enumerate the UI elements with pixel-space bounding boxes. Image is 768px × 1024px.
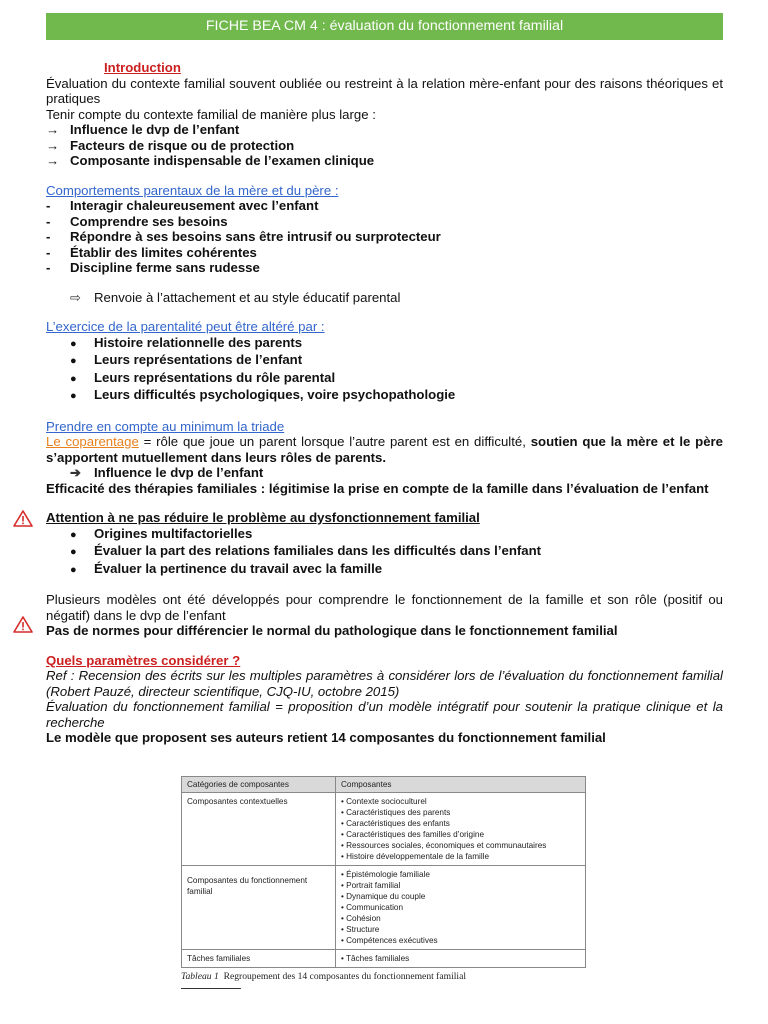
caption-rule	[181, 988, 241, 989]
table-category-cell: Tâches familiales	[182, 950, 336, 968]
intro-paragraph-2: Tenir compte du contexte familial de manière plus large :	[46, 106, 376, 122]
table-components-cell	[336, 793, 586, 866]
component-item: • Ressources sociales, économiques et communautaires	[341, 841, 547, 850]
parents-note: ⇨ Renvoie à l’attachement et au style éducatif parental	[70, 289, 401, 305]
exercise-item: ● Leurs difficultés psychologiques, voire psychopathologie	[46, 387, 723, 405]
arrow-right-icon: →	[46, 122, 60, 137]
parents-item: - Établir des limites cohérentes	[46, 244, 257, 260]
bullet-icon: ●	[70, 563, 77, 576]
arrow-right-icon: →	[46, 153, 60, 168]
bullet-icon: ●	[70, 355, 77, 367]
component-item: • Tâches familiales	[341, 954, 410, 963]
arrow-right-icon: ➔	[70, 465, 82, 480]
hollow-arrow-right-icon: ⇨	[70, 289, 82, 305]
document-title-banner: FICHE BEA CM 4 : évaluation du fonctionnement familial	[46, 13, 723, 40]
component-item: • Cohésion	[341, 914, 381, 923]
component-item: • Caractéristiques des familles d’origine	[341, 830, 485, 839]
params-evaluation: Évaluation du fonctionnement familial = proposition d’un modèle intégratif pour soutenir la pratique clinique et la recherche	[46, 699, 723, 730]
table-components-cell	[336, 866, 586, 950]
component-item: • Communication	[341, 903, 404, 912]
attention-item: ● Évaluer la pertinence du travail avec la famille	[46, 561, 723, 579]
components-table	[181, 776, 586, 968]
attention-item: ● Évaluer la part des relations familiales dans les difficultés dans l’enfant	[46, 543, 723, 561]
table-row	[182, 950, 586, 968]
bullet-icon: ●	[70, 546, 77, 558]
table-header-cell: Composantes	[336, 777, 586, 793]
exercise-item: ● Leurs représentations du rôle parental	[46, 370, 723, 388]
norms-warning: Pas de normes pour différencier le normal du pathologique dans le fonctionnement familial	[46, 623, 618, 638]
table-row	[182, 866, 586, 950]
component-item: • Histoire développementale de la famille	[341, 852, 490, 861]
bullet-icon: ●	[70, 372, 77, 385]
warning-icon	[13, 510, 33, 527]
exercise-heading: L’exercice de la parentalité peut être altéré par :	[46, 319, 325, 334]
parents-item: - Discipline ferme sans rudesse	[46, 260, 260, 275]
component-item: • Compétences exécutives	[341, 936, 438, 945]
attention-heading: Attention à ne pas réduire le problème au dysfonctionnement familial	[46, 510, 480, 525]
component-item: • Contexte socioculturel	[341, 797, 427, 806]
table-caption: Tableau 1 Regroupement des 14 composantes du fonctionnement familial	[181, 971, 467, 982]
triad-heading: Prendre en compte au minimum la triade	[46, 418, 285, 434]
intro-item: → Influence le dvp de l’enfant	[46, 122, 240, 137]
table-header-row	[182, 777, 586, 793]
attention-item: ● Origines multifactorielles	[46, 526, 723, 544]
coparenting-term: Le coparentage	[46, 434, 139, 449]
bullet-icon: ●	[70, 337, 77, 350]
document-body	[46, 60, 723, 746]
coparenting-paragraph: Le coparentage = rôle que joue un parent lorsque l’autre parent est en difficulté, soutien que la mère et le père s’apportent mutuellement dans leurs rôles de parents.	[46, 434, 723, 465]
components-table-figure	[181, 776, 586, 989]
table-header-cell: Catégories de composantes	[182, 777, 336, 793]
component-item: • Caractéristiques des enfants	[341, 819, 450, 828]
models-paragraph: Plusieurs modèles ont été développés pour comprendre le fonctionnement de la famille et son rôle (positif ou négatif) dans le dvp de l’enfant	[46, 592, 723, 623]
warning-icon	[13, 616, 33, 633]
parents-item: - Répondre à ses besoins sans être intrusif ou surprotecteur	[46, 229, 441, 244]
intro-item: → Facteurs de risque ou de protection	[46, 137, 295, 153]
intro-paragraph-1: Évaluation du contexte familial souvent oubliée ou restreint à la relation mère-enfant pour des raisons théoriques et pratiques	[46, 75, 723, 106]
component-item: • Portrait familial	[341, 881, 401, 890]
therapies-paragraph: Efficacité des thérapies familiales : légitimise la prise en compte de la famille dans l’évaluation de l’enfant	[46, 480, 709, 496]
intro-item: → Composante indispensable de l’examen clinique	[46, 153, 375, 168]
intro-heading: Introduction	[104, 60, 181, 75]
parents-item: - Comprendre ses besoins	[46, 213, 228, 229]
params-reference: Ref : Recension des écrits sur les multiples paramètres à considérer lors de l’évaluation du fonctionnement familial (Robert Pauzé, directeur scientifique, CJQ-IU, octobre 2015)	[46, 668, 723, 699]
table-row	[182, 793, 586, 866]
table-category-cell: Composantes du fonctionnement familial	[182, 866, 336, 950]
bullet-icon: ●	[70, 390, 77, 402]
bullet-icon: ●	[70, 528, 77, 541]
component-item: • Caractéristiques des parents	[341, 808, 451, 817]
triad-arrow-item: ➔ Influence le dvp de l’enfant	[70, 465, 264, 480]
component-item: • Dynamique du couple	[341, 892, 426, 901]
parents-heading: Comportements parentaux de la mère et du père :	[46, 182, 339, 198]
params-heading: Quels paramètres considérer ?	[46, 652, 241, 668]
arrow-right-icon: →	[46, 137, 60, 153]
params-model: Le modèle que proposent ses auteurs retient 14 composantes du fonctionnement familial	[46, 730, 606, 745]
component-item: • Structure	[341, 925, 380, 934]
parents-item: - Interagir chaleureusement avec l’enfant	[46, 198, 319, 213]
table-components-cell	[336, 950, 586, 968]
component-item: • Épistémologie familiale	[341, 870, 430, 879]
exercise-item: ● Histoire relationnelle des parents	[46, 335, 723, 353]
exercise-item: ● Leurs représentations de l’enfant	[46, 352, 723, 370]
table-category-cell: Composantes contextuelles	[182, 793, 336, 866]
